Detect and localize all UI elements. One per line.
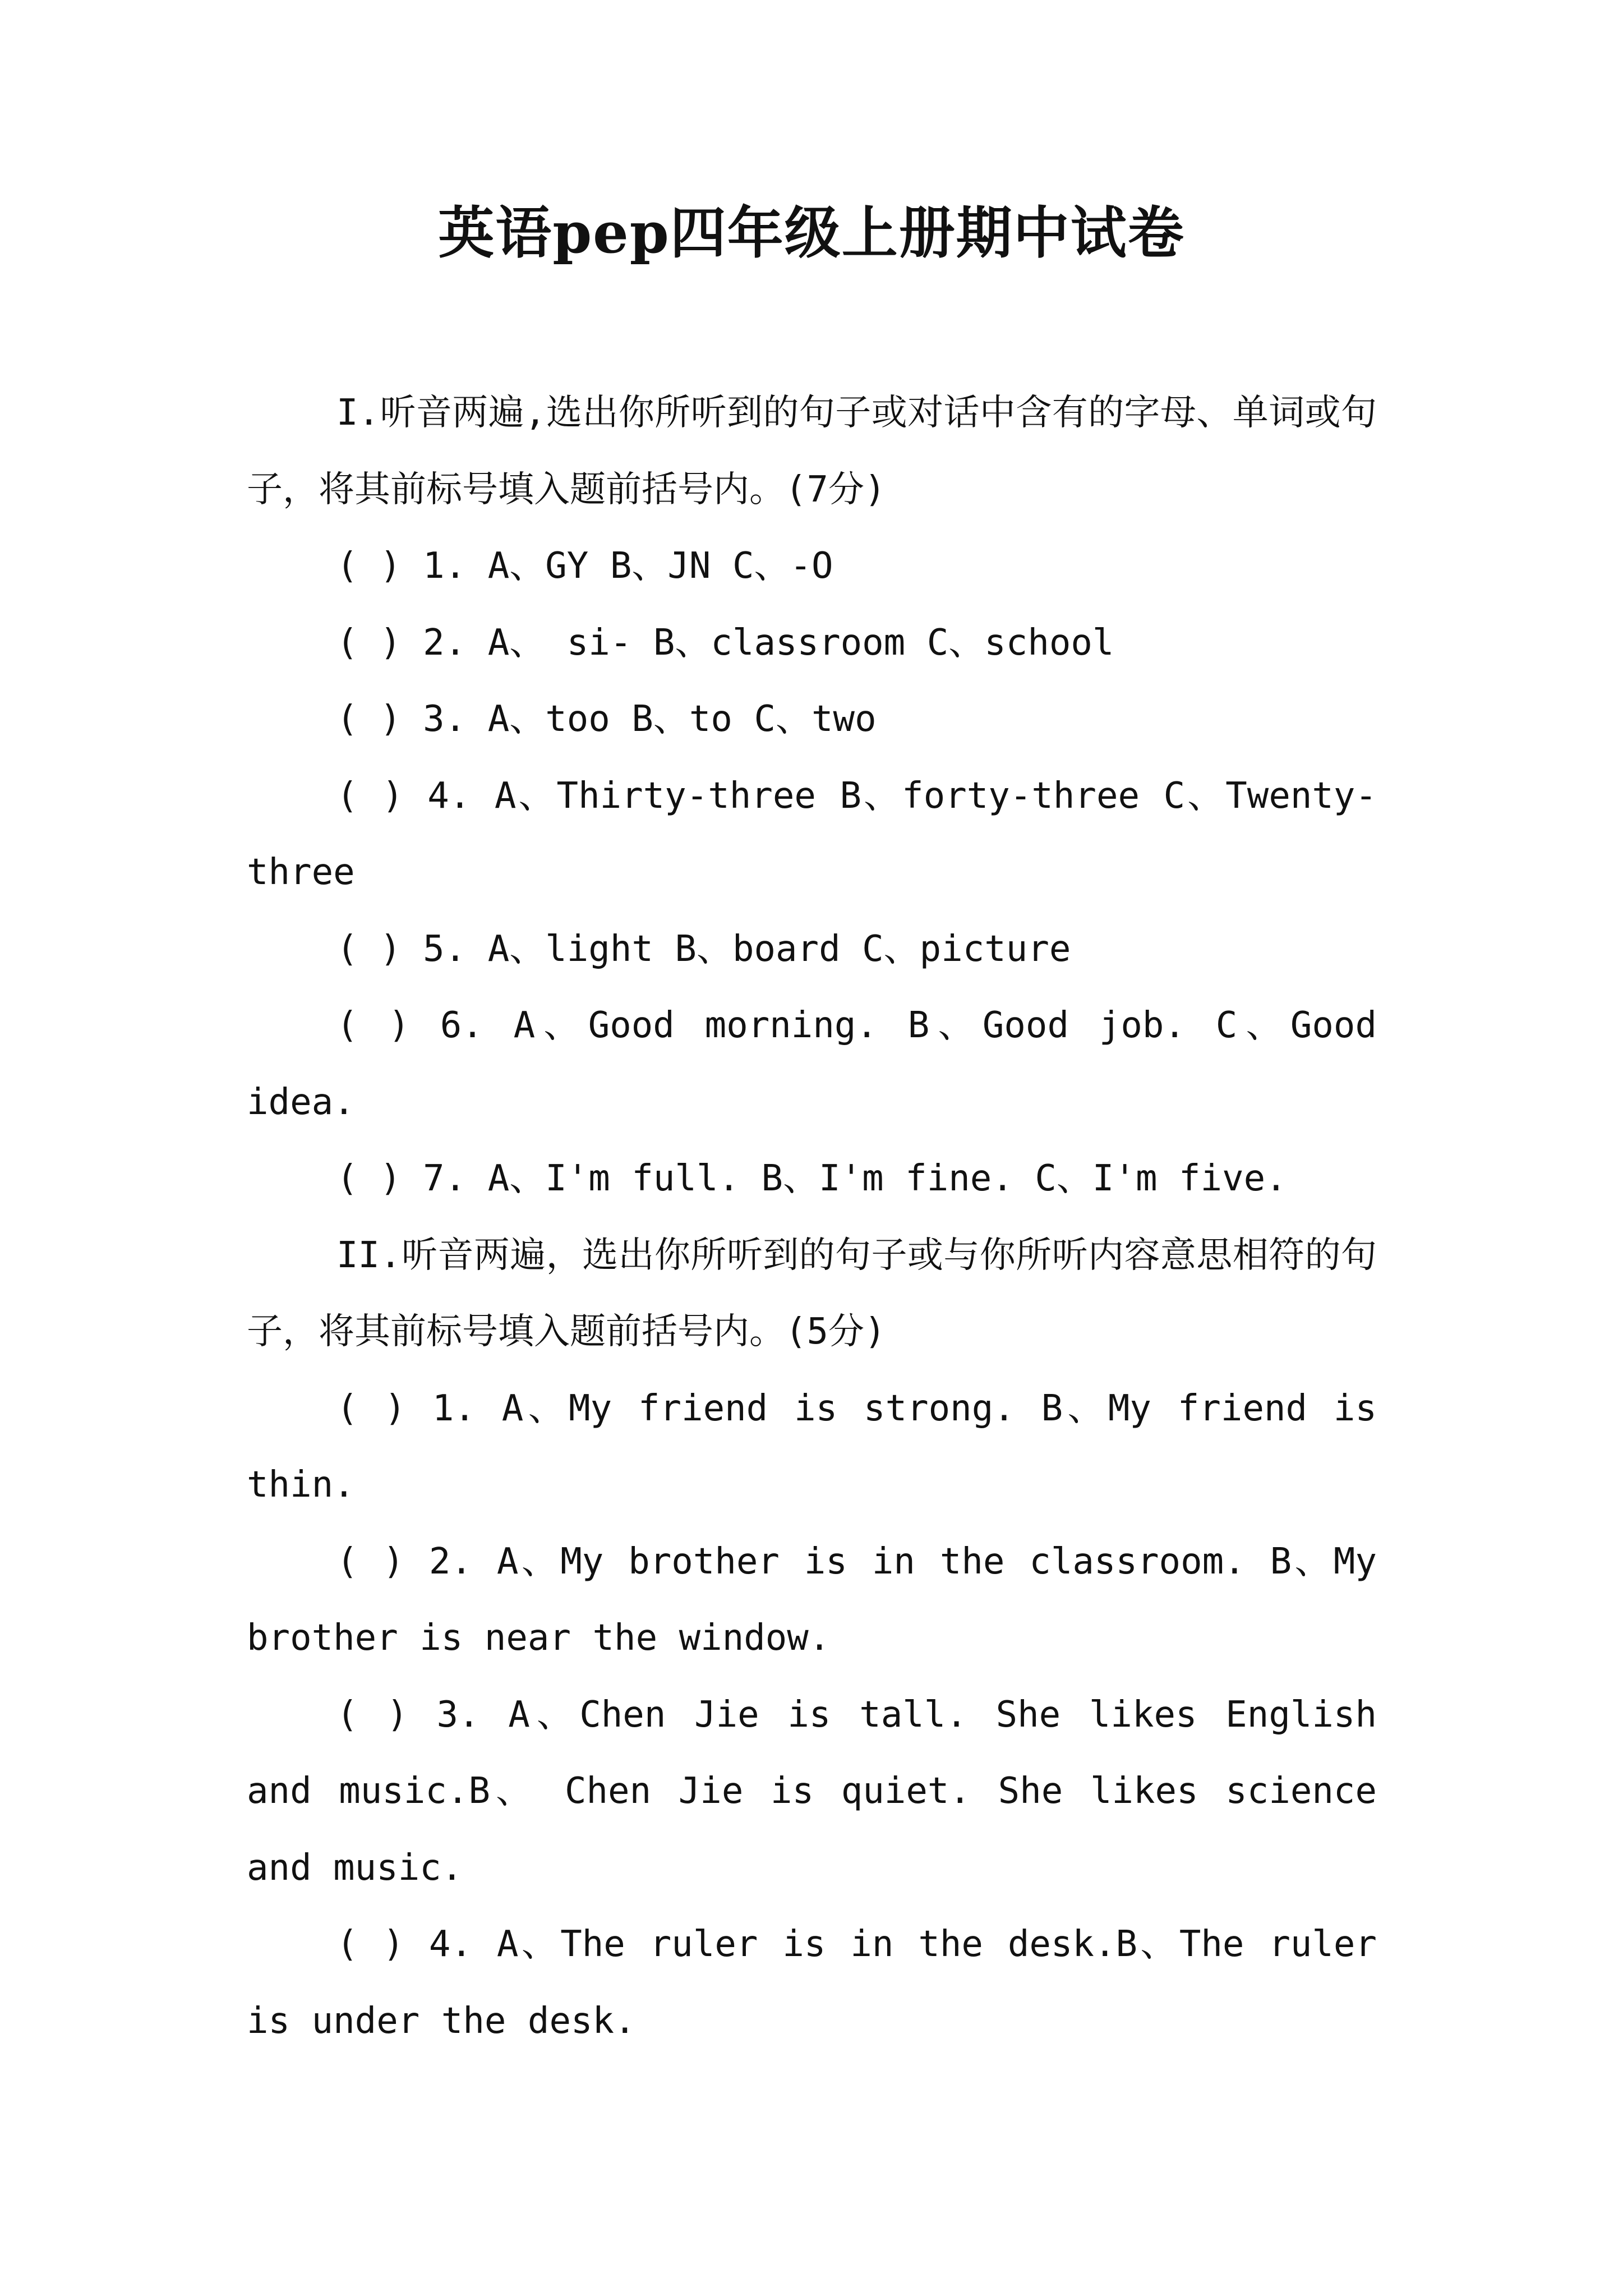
section-1-question-7: ( ) 7. A、I'm full. B、I'm fine. C、I'm five.	[336, 1158, 1287, 1199]
section-2-question-3: ( ) 3. A、Chen Jie is tall. She likes English and music.B、 Chen Jie is quiet. She likes science and music.	[247, 1694, 1377, 1889]
section-1-question-4: ( ) 4. A、Thirty-three B、forty-three C、Twenty-three	[247, 775, 1377, 893]
section-1-question-1: ( ) 1. A、GY B、JN C、-O	[336, 545, 833, 587]
section-1-question-3: ( ) 3. A、too B、to C、two	[336, 698, 877, 740]
document-title: 英语pep四年级上册期中试卷	[438, 200, 1185, 266]
document-body	[247, 375, 1377, 2059]
section-2-question-2: ( ) 2. A、My brother is in the classroom. B、My brother is near the window.	[247, 1540, 1377, 1659]
section-1-question-2: ( ) 2. A、 si- B、classroom C、school	[336, 622, 1114, 664]
section-1-instructions: I.听音两遍,选出你所听到的句子或对话中含有的字母、单词或句子，将其前标号填入题前括号内。(7分)	[247, 392, 1377, 510]
section-2-instructions: II.听音两遍，选出你所听到的句子或与你所听内容意思相符的句子，将其前标号填入题前括号内。(5分)	[247, 1234, 1377, 1352]
section-2-question-4: ( ) 4. A、The ruler is in the desk.B、The ruler is under the desk.	[247, 1924, 1377, 2042]
section-1-question-5: ( ) 5. A、light B、board C、picture	[336, 928, 1071, 970]
section-1-question-6: ( ) 6. A、Good morning. B、Good job. C、Good idea.	[247, 1005, 1377, 1123]
section-2-question-1: ( ) 1. A、My friend is strong. B、My friend is thin.	[247, 1387, 1377, 1506]
